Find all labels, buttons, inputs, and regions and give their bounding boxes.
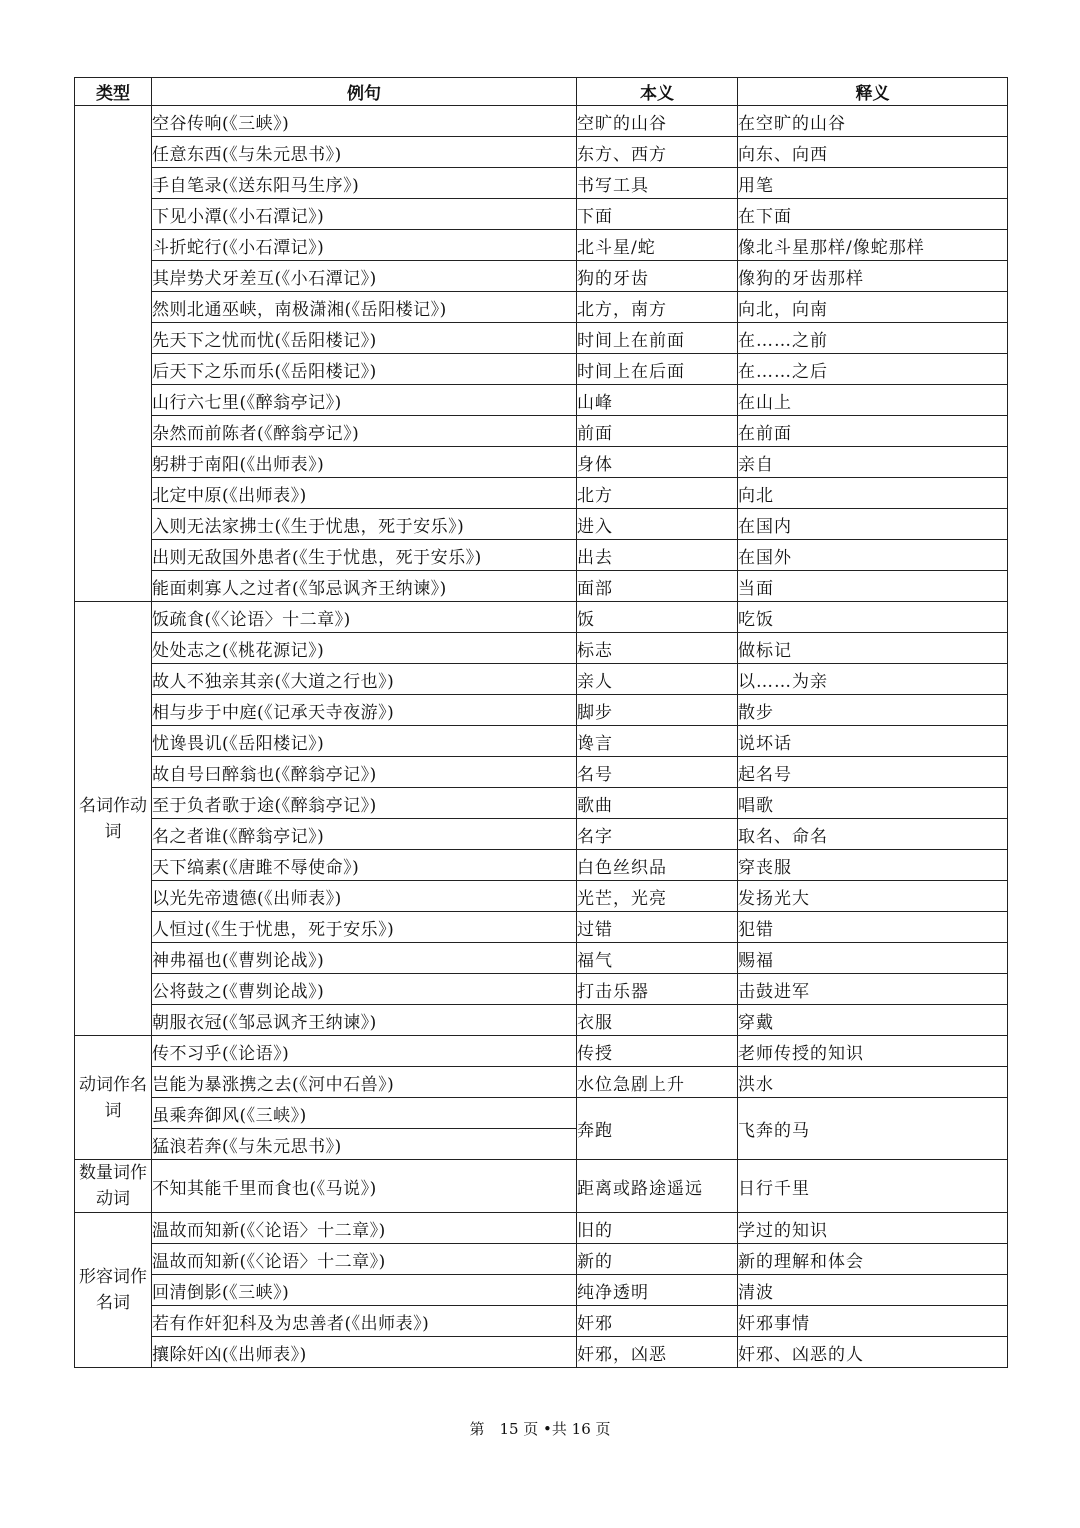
explanation-cell: 奸邪事情: [738, 1306, 1008, 1337]
table-row: [75, 199, 1008, 230]
original-meaning-cell: 打击乐器: [577, 974, 738, 1005]
example-cell: 相与步于中庭(《记承天寺夜游》): [152, 695, 577, 726]
table-row: [75, 1036, 1008, 1067]
table-row: [75, 695, 1008, 726]
explanation-cell: 在空旷的山谷: [738, 106, 1008, 137]
example-cell: 下见小潭(《小石潭记》): [152, 199, 577, 230]
explanation-cell: 起名号: [738, 757, 1008, 788]
table-row: [75, 757, 1008, 788]
example-cell: 其岸势犬牙差互(《小石潭记》): [152, 261, 577, 292]
original-meaning-cell: 奸邪: [577, 1306, 738, 1337]
page-number-footer: 第 15 页 •共 16 页: [469, 1420, 611, 1438]
header-meaning: 释义: [738, 78, 1008, 106]
category-cell: 形容词作名词: [75, 1213, 152, 1368]
table-row: [75, 1098, 1008, 1129]
original-meaning-cell: 名字: [577, 819, 738, 850]
explanation-cell: 穿丧服: [738, 850, 1008, 881]
original-meaning-cell: 山峰: [577, 385, 738, 416]
table-row: [75, 850, 1008, 881]
example-cell: 能面刺寡人之过者(《邹忌讽齐王纳谏》): [152, 571, 577, 602]
example-cell: 躬耕于南阳(《出师表》): [152, 447, 577, 478]
original-meaning-cell: 书写工具: [577, 168, 738, 199]
explanation-cell: 在……之前: [738, 323, 1008, 354]
original-meaning-cell: 水位急剧上升: [577, 1067, 738, 1098]
example-cell: 不知其能千里而食也(《马说》): [152, 1160, 577, 1213]
table-row: [75, 1275, 1008, 1306]
example-cell: 攘除奸凶(《出师表》): [152, 1337, 577, 1368]
example-cell: 传不习乎(《论语》): [152, 1036, 577, 1067]
table-row: [75, 509, 1008, 540]
table-row: [75, 416, 1008, 447]
table-row: [75, 106, 1008, 137]
original-meaning-cell: 歌曲: [577, 788, 738, 819]
table-row: [75, 571, 1008, 602]
explanation-cell: 像北斗星那样/像蛇那样: [738, 230, 1008, 261]
original-meaning-cell: 奸邪，凶恶: [577, 1337, 738, 1368]
example-cell: 天下缟素(《唐雎不辱使命》): [152, 850, 577, 881]
table-row: [75, 230, 1008, 261]
explanation-cell: 在前面: [738, 416, 1008, 447]
example-cell: 温故而知新(《〈论语〉十二章》): [152, 1244, 577, 1275]
header-original: 本义: [577, 78, 738, 106]
explanation-cell: 用笔: [738, 168, 1008, 199]
explanation-cell: 洪水: [738, 1067, 1008, 1098]
original-meaning-cell: 空旷的山谷: [577, 106, 738, 137]
explanation-cell: 散步: [738, 695, 1008, 726]
example-cell: 任意东西(《与朱元思书》): [152, 137, 577, 168]
explanation-cell: 唱歌: [738, 788, 1008, 819]
example-cell: 若有作奸犯科及为忠善者(《出师表》): [152, 1306, 577, 1337]
explanation-cell: 吃饭: [738, 602, 1008, 633]
category-cell: [75, 106, 152, 602]
table-row: [75, 819, 1008, 850]
table-row: [75, 912, 1008, 943]
example-cell: 故自号曰醉翁也(《醉翁亭记》): [152, 757, 577, 788]
explanation-cell: 穿戴: [738, 1005, 1008, 1036]
original-meaning-cell: 进入: [577, 509, 738, 540]
original-meaning-cell: 东方、西方: [577, 137, 738, 168]
explanation-cell: 像狗的牙齿那样: [738, 261, 1008, 292]
example-cell: 北定中原(《出师表》): [152, 478, 577, 509]
original-meaning-cell: 饭: [577, 602, 738, 633]
table-row: [75, 1337, 1008, 1368]
explanation-cell: 赐福: [738, 943, 1008, 974]
category-cell: 数量词作动词: [75, 1160, 152, 1213]
explanation-cell: 老师传授的知识: [738, 1036, 1008, 1067]
example-cell: 神弗福也(《曹刿论战》): [152, 943, 577, 974]
original-meaning-cell: 白色丝织品: [577, 850, 738, 881]
explanation-cell: 以……为亲: [738, 664, 1008, 695]
table-row: [75, 137, 1008, 168]
example-cell: 公将鼓之(《曹刿论战》): [152, 974, 577, 1005]
original-meaning-cell: 新的: [577, 1244, 738, 1275]
example-cell: 朝服衣冠(《邹忌讽齐王纳谏》): [152, 1005, 577, 1036]
table-row: [75, 478, 1008, 509]
original-meaning-cell: 纯净透明: [577, 1275, 738, 1306]
example-cell: 以光先帝遗德(《出师表》): [152, 881, 577, 912]
table-row: [75, 1005, 1008, 1036]
original-meaning-cell: 旧的: [577, 1213, 738, 1244]
example-cell: 处处志之(《桃花源记》): [152, 633, 577, 664]
header-example: 例句: [152, 78, 577, 106]
explanation-cell: 清波: [738, 1275, 1008, 1306]
original-meaning-cell: 时间上在前面: [577, 323, 738, 354]
example-cell: 手自笔录(《送东阳马生序》): [152, 168, 577, 199]
table-row: [75, 168, 1008, 199]
example-cell: 名之者谁(《醉翁亭记》): [152, 819, 577, 850]
original-meaning-cell: 身体: [577, 447, 738, 478]
explanation-cell: 新的理解和体会: [738, 1244, 1008, 1275]
table-row: [75, 447, 1008, 478]
table-row: [75, 664, 1008, 695]
explanation-cell: 在山上: [738, 385, 1008, 416]
explanation-cell: 在国外: [738, 540, 1008, 571]
explanation-cell: 发扬光大: [738, 881, 1008, 912]
explanation-cell: 做标记: [738, 633, 1008, 664]
example-cell: 然则北通巫峡，南极潇湘(《岳阳楼记》): [152, 292, 577, 323]
table-row: [75, 974, 1008, 1005]
explanation-cell: 亲自: [738, 447, 1008, 478]
original-meaning-cell: 出去: [577, 540, 738, 571]
original-meaning-cell: 过错: [577, 912, 738, 943]
example-cell: 猛浪若奔(《与朱元思书》): [152, 1129, 577, 1160]
explanation-cell: 在……之后: [738, 354, 1008, 385]
original-meaning-cell: 传授: [577, 1036, 738, 1067]
table-row: [75, 1160, 1008, 1213]
explanation-cell: 奸邪、凶恶的人: [738, 1337, 1008, 1368]
explanation-cell: 犯错: [738, 912, 1008, 943]
explanation-cell: 日行千里: [738, 1160, 1008, 1213]
explanation-cell: 向北: [738, 478, 1008, 509]
example-cell: 入则无法家拂士(《生于忧患，死于安乐》): [152, 509, 577, 540]
table-row: [75, 354, 1008, 385]
original-meaning-cell: 距离或路途遥远: [577, 1160, 738, 1213]
original-meaning-cell: 奔跑: [577, 1098, 738, 1160]
table-row: [75, 1213, 1008, 1244]
explanation-cell: 在国内: [738, 509, 1008, 540]
example-cell: 温故而知新(《〈论语〉十二章》): [152, 1213, 577, 1244]
word-class-shift-table: [74, 77, 1008, 1368]
category-cell: 名词作动词: [75, 602, 152, 1036]
example-cell: 虽乘奔御风(《三峡》): [152, 1098, 577, 1129]
original-meaning-cell: 脚步: [577, 695, 738, 726]
original-meaning-cell: 标志: [577, 633, 738, 664]
example-cell: 饭疏食(《〈论语〉十二章》): [152, 602, 577, 633]
explanation-cell: 在下面: [738, 199, 1008, 230]
table-row: [75, 261, 1008, 292]
example-cell: 出则无敌国外患者(《生于忧患，死于安乐》): [152, 540, 577, 571]
explanation-cell: 飞奔的马: [738, 1098, 1008, 1160]
example-cell: 人恒过(《生于忧患，死于安乐》): [152, 912, 577, 943]
example-cell: 空谷传响(《三峡》): [152, 106, 577, 137]
table-row: [75, 943, 1008, 974]
example-cell: 回清倒影(《三峡》): [152, 1275, 577, 1306]
example-cell: 故人不独亲其亲(《大道之行也》): [152, 664, 577, 695]
explanation-cell: 学过的知识: [738, 1213, 1008, 1244]
table-row: [75, 1306, 1008, 1337]
table-row: [75, 881, 1008, 912]
original-meaning-cell: 谗言: [577, 726, 738, 757]
table-header-row: [75, 78, 1008, 106]
example-cell: 后天下之乐而乐(《岳阳楼记》): [152, 354, 577, 385]
original-meaning-cell: 名号: [577, 757, 738, 788]
example-cell: 至于负者歌于途(《醉翁亭记》): [152, 788, 577, 819]
original-meaning-cell: 衣服: [577, 1005, 738, 1036]
explanation-cell: 取名、命名: [738, 819, 1008, 850]
table-row: [75, 1244, 1008, 1275]
table-row: [75, 385, 1008, 416]
original-meaning-cell: 面部: [577, 571, 738, 602]
table-row: [75, 602, 1008, 633]
original-meaning-cell: 狗的牙齿: [577, 261, 738, 292]
example-cell: 岂能为暴涨携之去(《河中石兽》): [152, 1067, 577, 1098]
table-row: [75, 540, 1008, 571]
example-cell: 杂然而前陈者(《醉翁亭记》): [152, 416, 577, 447]
original-meaning-cell: 光芒，光亮: [577, 881, 738, 912]
explanation-cell: 向北，向南: [738, 292, 1008, 323]
example-cell: 先天下之忧而忧(《岳阳楼记》): [152, 323, 577, 354]
original-meaning-cell: 亲人: [577, 664, 738, 695]
table-row: [75, 633, 1008, 664]
example-cell: 忧谗畏讥(《岳阳楼记》): [152, 726, 577, 757]
original-meaning-cell: 下面: [577, 199, 738, 230]
table-row: [75, 788, 1008, 819]
original-meaning-cell: 北斗星/蛇: [577, 230, 738, 261]
category-cell: 动词作名词: [75, 1036, 152, 1160]
explanation-cell: 向东、向西: [738, 137, 1008, 168]
table-row: [75, 726, 1008, 757]
example-cell: 山行六七里(《醉翁亭记》): [152, 385, 577, 416]
explanation-cell: 击鼓进军: [738, 974, 1008, 1005]
table-row: [75, 292, 1008, 323]
explanation-cell: 当面: [738, 571, 1008, 602]
original-meaning-cell: 福气: [577, 943, 738, 974]
original-meaning-cell: 北方: [577, 478, 738, 509]
original-meaning-cell: 前面: [577, 416, 738, 447]
table-row: [75, 323, 1008, 354]
example-cell: 斗折蛇行(《小石潭记》): [152, 230, 577, 261]
original-meaning-cell: 北方，南方: [577, 292, 738, 323]
explanation-cell: 说坏话: [738, 726, 1008, 757]
table-row: [75, 1067, 1008, 1098]
original-meaning-cell: 时间上在后面: [577, 354, 738, 385]
header-type: 类型: [75, 78, 152, 106]
